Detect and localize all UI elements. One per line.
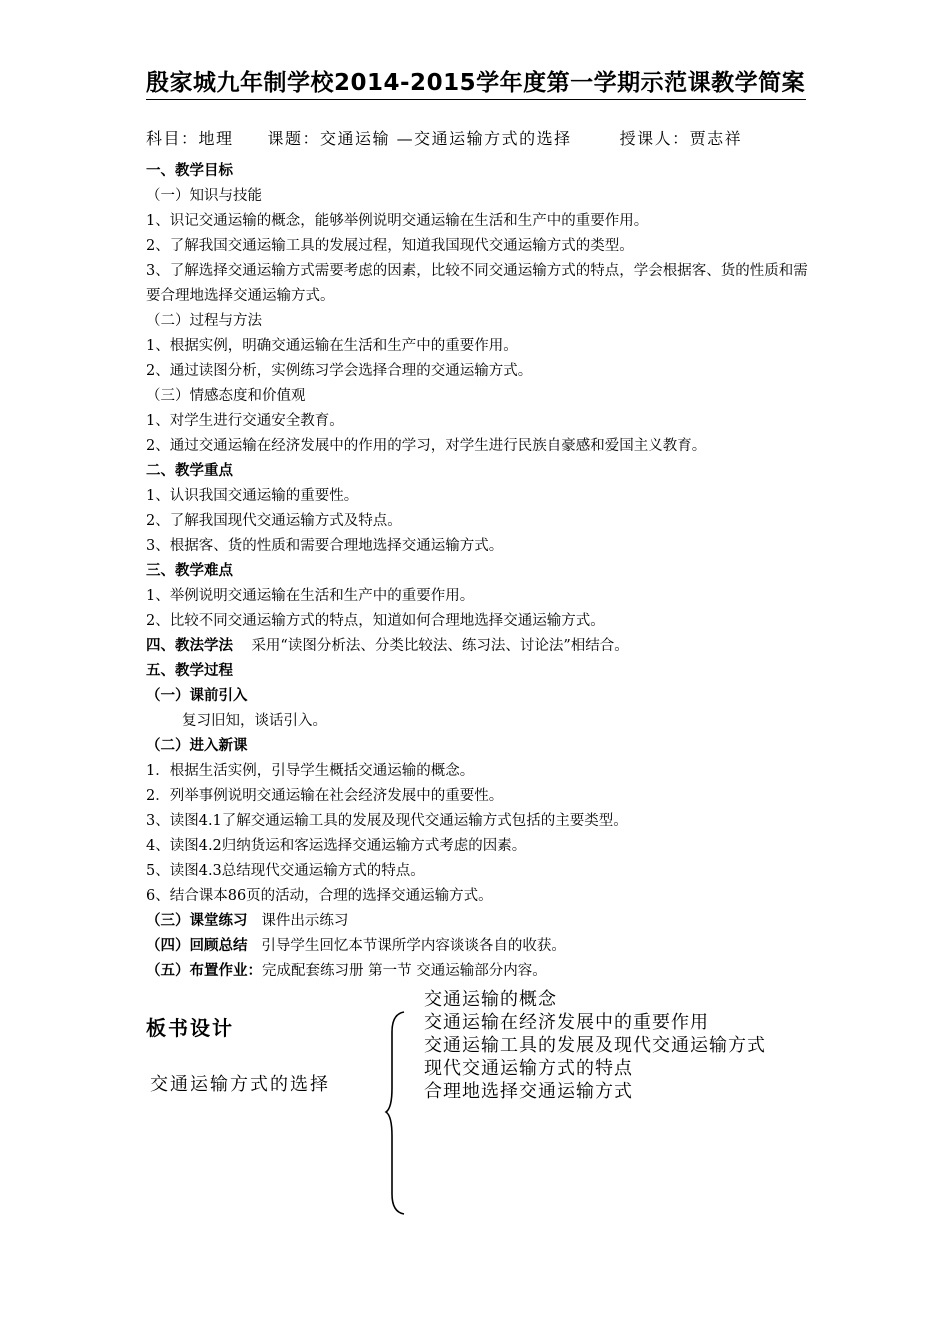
review-text: 引导学生回忆本节课所学内容谈谈各自的收获。 xyxy=(261,938,566,954)
homework-text: 完成配套练习册 第一节 交通运输部分内容。 xyxy=(262,963,547,979)
brace-icon xyxy=(384,1010,408,1216)
intro-heading: （一）课前引入 xyxy=(146,688,248,704)
list-item: 1、认识我国交通运输的重要性。 xyxy=(146,488,359,504)
emotion-heading: （三）情感态度和价值观 xyxy=(146,388,306,404)
methods-heading: 四、教法学法 xyxy=(146,638,233,654)
lesson-meta xyxy=(146,126,742,149)
review-heading: （四）回顾总结 xyxy=(146,938,248,954)
list-item: 2、通过交通运输在经济发展中的作用的学习，对学生进行民族自豪感和爱国主义教育。 xyxy=(146,438,707,454)
list-item: 6、结合课本86页的活动，合理的选择交通运输方式。 xyxy=(146,888,493,904)
topic-label: 课题：交通运输 —交通运输方式的选择 xyxy=(267,129,572,148)
practice-line xyxy=(146,909,816,934)
page-title: 殷家城九年制学校2014-2015学年度第一学期示范课教学简案 xyxy=(146,64,806,100)
board-point: 合理地选择交通运输方式 xyxy=(424,1081,633,1102)
board-heading: 板书设计 xyxy=(146,1016,234,1040)
board-points xyxy=(424,988,766,1103)
board-point: 交通运输工具的发展及现代交通运输方式 xyxy=(424,1035,766,1056)
teacher-label: 授课人：贾志祥 xyxy=(619,129,743,148)
list-item: 2、了解我国交通运输工具的发展过程，知道我国现代交通运输方式的类型。 xyxy=(146,238,634,254)
lesson-body xyxy=(146,159,816,984)
practice-text: 课件出示练习 xyxy=(261,913,349,929)
key-points-heading: 二、教学重点 xyxy=(146,463,233,479)
list-item: 1、识记交通运输的概念，能够举例说明交通运输在生活和生产中的重要作用。 xyxy=(146,213,649,229)
list-item: 1、根据实例，明确交通运输在生活和生产中的重要作用。 xyxy=(146,338,518,354)
process-method-heading: （二）过程与方法 xyxy=(146,313,262,329)
objectives-heading: 一、教学目标 xyxy=(146,163,233,179)
intro-text: 复习旧知，谈话引入。 xyxy=(182,713,327,729)
board-point: 交通运输的概念 xyxy=(424,989,557,1010)
practice-heading: （三）课堂练习 xyxy=(146,913,248,929)
board-point: 现代交通运输方式的特点 xyxy=(424,1058,633,1079)
list-item: 3、读图4.1了解交通运输工具的发展及现代交通运输方式包括的主要类型。 xyxy=(146,813,628,829)
list-item: 1、对学生进行交通安全教育。 xyxy=(146,413,344,429)
board-topic: 交通运输方式的选择 xyxy=(150,1074,330,1095)
subject-label: 科目：地理 xyxy=(146,129,234,148)
knowledge-heading: （一）知识与技能 xyxy=(146,188,262,204)
list-item: 2、了解我国现代交通运输方式及特点。 xyxy=(146,513,402,529)
homework-line xyxy=(146,959,816,984)
list-item: 2、比较不同交通运输方式的特点，知道如何合理地选择交通运输方式。 xyxy=(146,613,605,629)
methods-text: 采用“读图分析法、分类比较法、练习法、讨论法”相结合。 xyxy=(251,638,629,654)
board-point: 交通运输在经济发展中的重要作用 xyxy=(424,1012,709,1033)
list-item: 1、举例说明交通运输在生活和生产中的重要作用。 xyxy=(146,588,475,604)
review-line xyxy=(146,934,816,959)
difficulties-heading: 三、教学难点 xyxy=(146,563,233,579)
methods-line xyxy=(146,634,816,659)
new-lesson-heading: （二）进入新课 xyxy=(146,738,248,754)
list-item: 3、根据客、货的性质和需要合理地选择交通运输方式。 xyxy=(146,538,504,554)
list-item: 5、读图4.3总结现代交通运输方式的特点。 xyxy=(146,863,425,879)
homework-heading: （五）布置作业： xyxy=(146,963,262,979)
list-item: 2．列举事例说明交通运输在社会经济发展中的重要性。 xyxy=(146,788,504,804)
list-item: 2、通过读图分析，实例练习学会选择合理的交通运输方式。 xyxy=(146,363,533,379)
process-heading: 五、教学过程 xyxy=(146,663,233,679)
list-item: 1．根据生活实例，引导学生概括交通运输的概念。 xyxy=(146,763,475,779)
list-item: 3、了解选择交通运输方式需要考虑的因素，比较不同交通运输方式的特点，学会根据客、货的性质和需要合理地选择交通运输方式。 xyxy=(146,263,808,304)
list-item: 4、读图4.2归纳货运和客运选择交通运输方式考虑的因素。 xyxy=(146,838,527,854)
